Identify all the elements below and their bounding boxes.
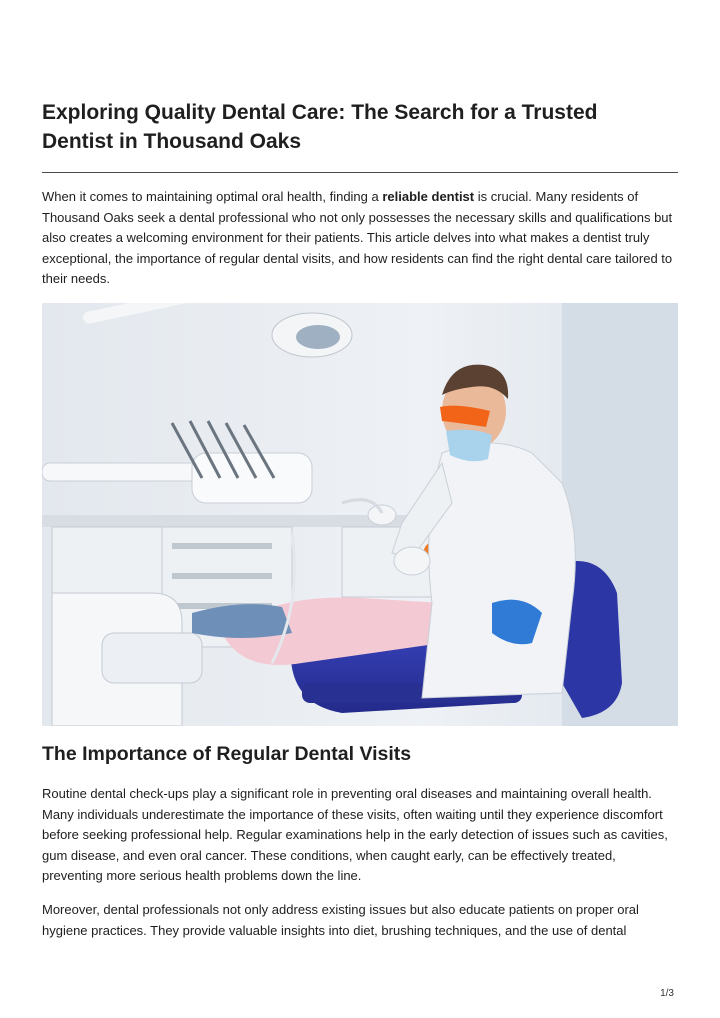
reliable-dentist-link[interactable]: reliable dentist <box>382 189 475 204</box>
intro-text-before: When it comes to maintaining optimal oral health, finding a <box>42 189 383 204</box>
title-divider <box>42 172 678 173</box>
document-title: Exploring Quality Dental Care: The Search for a Trusted Dentist in Thousand Oaks <box>42 101 598 153</box>
section-heading-regular-visits: The Importance of Regular Dental Visits <box>42 743 412 765</box>
intro-text-after: is crucial. Many residents of Thousand Oaks seek a dental professional who not only possesses the necessary skills and qualifications but also creates a welcoming environment for their patients. This article delves into what makes a dentist truly exceptional, the importance of regular dental visits, and how residents can find the right dental care tailored to their needs. <box>42 189 673 286</box>
page-number: 1/3 <box>660 988 674 999</box>
intro-paragraph <box>42 187 680 290</box>
paragraph-education: Moreover, dental professionals not only address existing issues but also educate patients on proper oral hygiene practices. They provide valuable insights into diet, brushing techniques, and the use of dental <box>42 902 639 938</box>
dental-clinic-photo <box>42 303 678 726</box>
paragraph-regular-visits: Routine dental check-ups play a significant role in preventing oral diseases and maintaining overall health. Many individuals underestimate the importance of these visits, often waiting until they experience discomfort before seeking professional help. Regular examinations help in the early detection of issues such as cavities, gum disease, and even oral cancer. These conditions, when caught early, can be effectively treated, preventing more serious health problems down the line. <box>42 786 668 883</box>
dentist-treating-patient-illustration <box>42 303 678 726</box>
